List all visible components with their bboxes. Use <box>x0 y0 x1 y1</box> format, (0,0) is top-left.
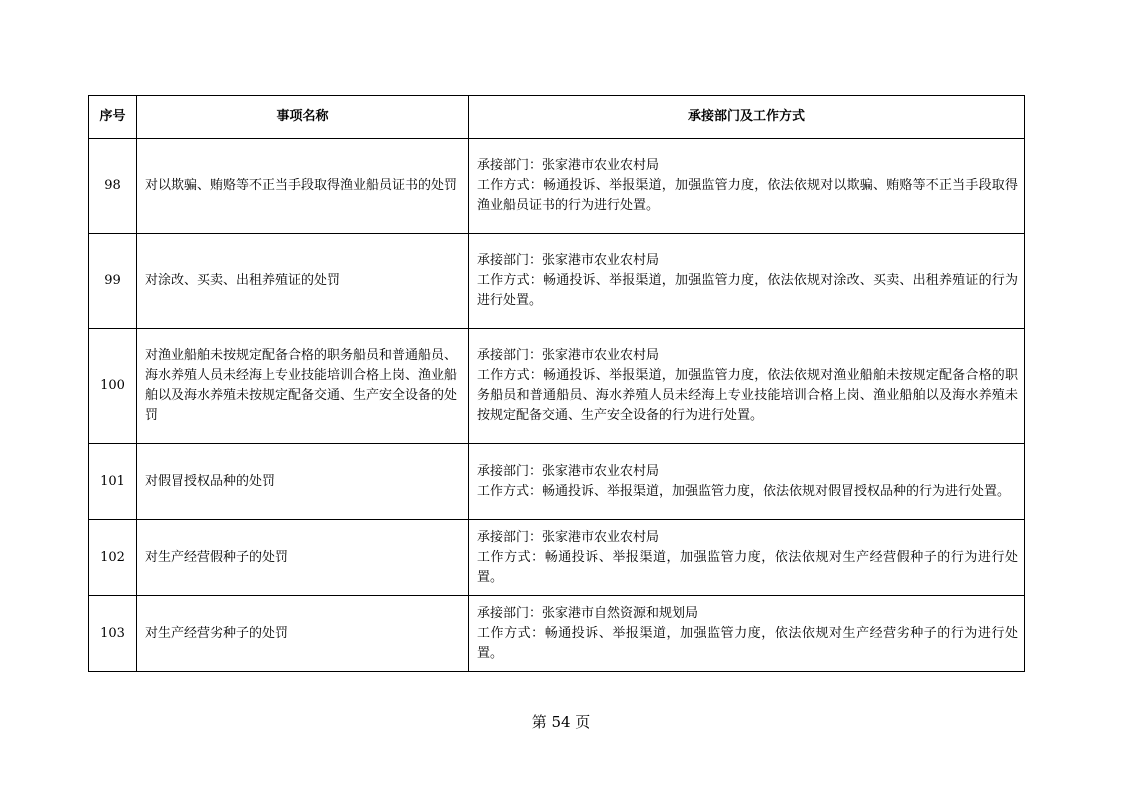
row-item-name: 对渔业船舶未按规定配备合格的职务船员和普通船员、海水养殖人员未经海上专业技能培训合格上岗、渔业船舶以及海水养殖未按规定配备交通、生产安全设备的处罚 <box>137 329 469 444</box>
items-table <box>88 95 1025 672</box>
row-work-method: 工作方式：畅通投诉、举报渠道，加强监管力度，依法依规对生产经营劣种子的行为进行处置。 <box>477 625 1018 661</box>
row-serial-number: 99 <box>89 234 137 329</box>
row-department: 承接部门：张家港市农业农村局 <box>477 253 660 268</box>
row-department-method <box>469 139 1025 234</box>
header-department-method: 承接部门及工作方式 <box>469 96 1025 139</box>
row-item-name: 对生产经营劣种子的处罚 <box>137 596 469 672</box>
row-work-method: 工作方式：畅通投诉、举报渠道，加强监管力度，依法依规对涂改、买卖、出租养殖证的行为进行处置。 <box>477 273 1018 308</box>
table-header-row <box>89 96 1025 139</box>
row-department-method <box>469 329 1025 444</box>
row-work-method: 工作方式：畅通投诉、举报渠道，加强监管力度，依法依规对生产经营假种子的行为进行处置。 <box>477 549 1018 585</box>
header-item-name: 事项名称 <box>137 96 469 139</box>
row-item-name: 对涂改、买卖、出租养殖证的处罚 <box>137 234 469 329</box>
row-serial-number: 100 <box>89 329 137 444</box>
row-serial-number: 101 <box>89 444 137 520</box>
row-serial-number: 103 <box>89 596 137 672</box>
table-row <box>89 444 1025 520</box>
row-item-name: 对假冒授权品种的处罚 <box>137 444 469 520</box>
page-number: 第 54 页 <box>531 713 591 731</box>
row-work-method: 工作方式：畅通投诉、举报渠道，加强监管力度，依法依规对渔业船舶未按规定配备合格的职务船员和普通船员、海水养殖人员未经海上专业技能培训合格上岗、渔业船舶以及海水养殖未按规定配备交通、生产安全设备的行为进行处置。 <box>477 368 1018 423</box>
table-row <box>89 596 1025 672</box>
row-department-method <box>469 234 1025 329</box>
row-serial-number: 102 <box>89 520 137 596</box>
row-department-method <box>469 444 1025 520</box>
row-item-name: 对生产经营假种子的处罚 <box>137 520 469 596</box>
row-work-method: 工作方式：畅通投诉、举报渠道，加强监管力度，依法依规对假冒授权品种的行为进行处置。 <box>477 483 1011 499</box>
table-row <box>89 234 1025 329</box>
row-serial-number: 98 <box>89 139 137 234</box>
row-work-method: 工作方式：畅通投诉、举报渠道，加强监管力度，依法依规对以欺骗、贿赂等不正当手段取得渔业船员证书的行为进行处置。 <box>477 178 1018 213</box>
row-department-method <box>469 520 1025 596</box>
row-department: 承接部门：张家港市农业农村局 <box>477 529 660 545</box>
table-row <box>89 139 1025 234</box>
row-department: 承接部门：张家港市自然资源和规划局 <box>477 605 699 621</box>
table-row <box>89 520 1025 596</box>
row-department: 承接部门：张家港市农业农村局 <box>477 348 660 363</box>
row-department: 承接部门：张家港市农业农村局 <box>477 463 660 479</box>
table-row <box>89 329 1025 444</box>
row-department: 承接部门：张家港市农业农村局 <box>477 158 660 173</box>
header-serial-number: 序号 <box>89 96 137 139</box>
row-department-method <box>469 596 1025 672</box>
row-item-name: 对以欺骗、贿赂等不正当手段取得渔业船员证书的处罚 <box>137 139 469 234</box>
